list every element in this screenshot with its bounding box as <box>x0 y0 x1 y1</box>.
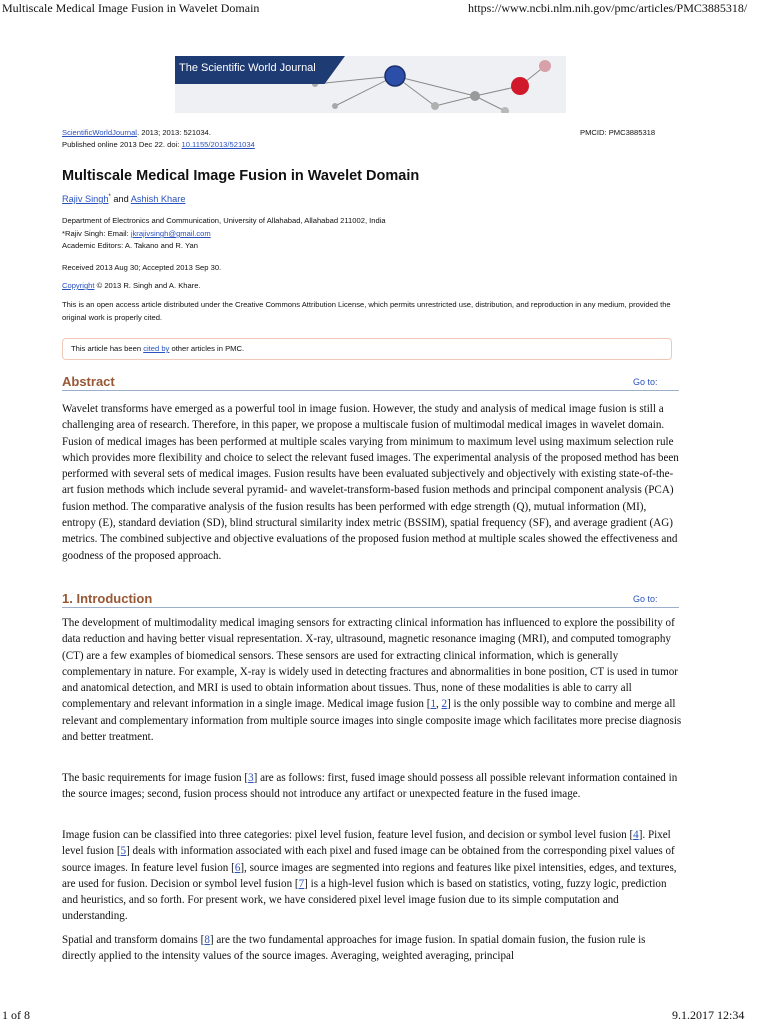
abstract-text: Wavelet transforms have emerged as a powerful tool in image fusion. However, the study and analysis of medical image fusion is still a challenging area of research. Therefore, in this paper, we propose a multiscale fusion of multimodal medical images in wavelet domain. Fusion of medical images has been performed at multiple scales varying from minimum to maximum level using maximum selection rule which provides more flexibility and choice to select the relevant fused images. The experimental analysis of the proposed method has been performed with several sets of medical images. Fusion results have been evaluated subjectively and objectively with existing state-of-the-art fusion methods which include several pyramid- and wavelet-transform-based fusion methods and principal component analysis (PCA) fusion method. The comparative analysis of the fusion results has been performed with edge strength (Q), mutual information (MI), entropy (E), standard deviation (SD), blind structural similarity index metric (BSSIM), spatial frequency (SF), and average gradient (AG) metrics. The combined subjective and objective evaluations of the proposed fusion method at multiple scales showed the effectiveness and goodness of the proposed approach. <box>62 403 679 562</box>
print-header-title: Multiscale Medical Image Fusion in Wavelet Domain <box>2 1 260 15</box>
abstract-rule <box>62 390 679 391</box>
copyright-line <box>62 280 201 291</box>
intro-p2-text-a: The basic requirements for image fusion [ <box>62 772 249 784</box>
email-line <box>62 228 211 239</box>
intro-p1-text-a: The development of multimodality medical imaging sensors for extracting clinical information has influenced to explore the possibility of data reduction and having better visual representation. X-ray, ultrasound, magnetic resonance imaging (MRI), and computed tomography (CT) are a few examples of biomedical sensors. These sensors are used for extracting clinical information, which is generally complementary in nature. For example, X-ray is widely used in detecting fractures and abnormalities in bone position, CT is used in tumor and anatomical detection, and MRI is used to obtain information about tissues. Thus, none of these modalities is able to carry all complementary and relevant information in a single image. Medical image fusion [ <box>62 617 678 711</box>
intro-paragraph-4 <box>62 932 682 965</box>
journal-banner <box>175 56 566 113</box>
ref-link-6[interactable]: 6 <box>234 861 241 874</box>
intro-paragraph-1 <box>62 615 682 745</box>
introduction-rule <box>62 607 679 608</box>
intro-paragraph-2 <box>62 770 682 803</box>
intro-p3-text-c: ] deals with information associated with each pixel and fused image can be obtained from the corresponding pixel values of source images. In feature level fusion [ <box>62 845 675 874</box>
author-link-2[interactable]: Ashish Khare <box>130 194 186 205</box>
doi-link[interactable]: 10.1155/2013/521034 <box>181 140 255 149</box>
intro-p4-text-b: ] are the two fundamental approaches for image fusion. In spatial domain fusion, the fusion rule is directly applied to the intensity values of the source images. Averaging, weighted averaging, principal <box>62 934 646 963</box>
ref-link-2[interactable]: 2 <box>441 698 448 711</box>
received-line: Received 2013 Aug 30; Accepted 2013 Sep 30. <box>62 263 222 272</box>
introduction-heading: 1. Introduction <box>62 591 153 606</box>
intro-p3-text-a: Image fusion can be classified into three categories: pixel level fusion, feature level fusion, and decision or symbol level fusion [ <box>62 829 634 841</box>
citation-line <box>62 127 211 138</box>
cited-by-box <box>62 338 672 360</box>
ref-sep: , <box>436 698 442 711</box>
email-link[interactable]: jkrajivsingh@gmail.com <box>130 229 211 238</box>
print-footer-page: 1 of 8 <box>2 1008 30 1022</box>
ref-link-5[interactable]: 5 <box>120 845 127 858</box>
cited-by-post: other articles in PMC. <box>169 344 245 353</box>
copyright-text: © 2013 R. Singh and A. Khare. <box>94 281 201 290</box>
print-header-url: https://www.ncbi.nlm.nih.gov/pmc/articles/PMC3885318/ <box>468 1 748 15</box>
affiliation: Department of Electronics and Communication, University of Allahabad, Allahabad 211002, India <box>62 216 386 225</box>
corresponding-mark: * <box>108 194 111 200</box>
abstract-goto-link[interactable]: Go to: <box>633 377 658 387</box>
intro-p2-text-b: ] are as follows: first, fused image should possess all possible relevant information contained in the source images; second, fusion process should not introduce any artifact or unexpected feature in the fused image. <box>62 772 678 801</box>
intro-paragraph-3 <box>62 827 682 925</box>
authors <box>62 194 185 204</box>
ref-link-4[interactable]: 4 <box>633 829 639 841</box>
citation-text: . 2013; 2013: 521034. <box>137 128 211 137</box>
intro-p3-text-b: ]. Pixel level fusion [ <box>62 829 671 858</box>
copyright-link[interactable]: Copyright <box>62 281 95 290</box>
academic-editors: Academic Editors: A. Takano and R. Yan <box>62 241 198 250</box>
email-label: *Rajiv Singh: Email: <box>62 229 129 238</box>
ref-link-1[interactable]: 1 <box>430 698 436 711</box>
pmcid: PMCID: PMC3885318 <box>580 128 656 137</box>
intro-p1-text-b: ] is the only possible way to combine and merge all relevant and complementary information from multiple source images into single composite image which facilitates more precise diagnosis and better treatment. <box>62 698 682 744</box>
cited-by-link[interactable]: cited by <box>143 344 170 353</box>
published-line <box>62 139 255 150</box>
journal-banner-title: The Scientific World Journal <box>179 62 316 74</box>
intro-p3-text-d: ], source images are segmented into regions and features like pixel intensities, edges, and textures, are used for fusion. Decision or symbol level fusion [ <box>62 861 677 890</box>
author-link-1[interactable]: Rajiv Singh <box>62 194 109 205</box>
ref-link-8[interactable]: 8 <box>204 934 210 946</box>
intro-p4-text-a: Spatial and transform domains [ <box>62 934 205 946</box>
intro-p3-text-e: ] is a high-level fusion which is based on statistics, voting, fuzzy logic, prediction and heuristics, and so forth. For present work, we have considered pixel level image fusion due to its simple computation and understanding. <box>62 877 667 923</box>
license-text: This is an open access article distributed under the Creative Commons Attribution License, which permits unrestricted use, distribution, and reproduction in any medium, provided the original work is properly cited. <box>62 300 671 322</box>
authors-and: and <box>113 194 129 205</box>
journal-link[interactable]: ScientificWorldJournal <box>62 128 137 137</box>
ref-link-3[interactable]: 3 <box>248 772 254 784</box>
abstract-heading: Abstract <box>62 374 115 389</box>
ref-link-7[interactable]: 7 <box>298 877 305 890</box>
introduction-goto-link[interactable]: Go to: <box>633 594 658 604</box>
published-text: Published online 2013 Dec 22. doi: <box>62 140 180 149</box>
article-title: Multiscale Medical Image Fusion in Wavelet Domain <box>62 168 420 184</box>
cited-by-pre: This article has been <box>71 344 144 353</box>
print-footer-date: 9.1.2017 12:34 <box>672 1008 745 1022</box>
